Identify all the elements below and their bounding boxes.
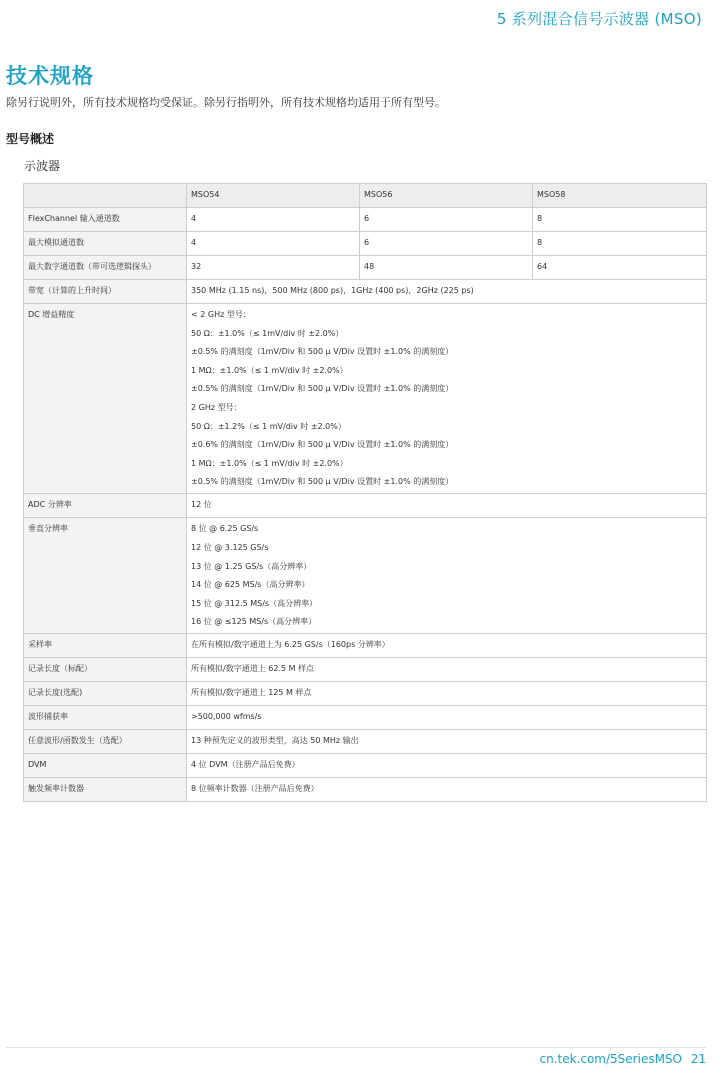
spec-line: 1 MΩ：±1.0%（≤ 1 mV/div 时 ±2.0%） — [191, 365, 348, 375]
spec-line: ±0.6% 的满刻度（1mV/Div 和 500 μ V/Div 设置时 ±1.0% 的满刻度） — [191, 440, 454, 450]
row-label: FlexChannel 输入通道数 — [24, 208, 187, 232]
table-cell: 4 — [187, 208, 360, 232]
table-header-cell — [24, 184, 187, 208]
spec-line: 50 Ω：±1.2%（≤ 1 mV/div 时 ±2.0%） — [191, 421, 346, 431]
table-row — [24, 208, 707, 232]
row-label: 垂直分辨率 — [24, 518, 187, 634]
intro-paragraph: 除另行说明外，所有技术规格均受保证。除另行指明外，所有技术规格均适用于所有型号。 — [6, 96, 446, 109]
table-cell: 13 种预先定义的波形类型，高达 50 MHz 输出 — [187, 730, 707, 754]
table-row — [24, 232, 707, 256]
spec-line: ±0.5% 的满刻度（1mV/Div 和 500 μ V/Div 设置时 ±1.0% 的满刻度） — [191, 384, 454, 394]
table-cell: 6 — [360, 208, 533, 232]
table-cell: 32 — [187, 256, 360, 280]
table-cell: 所有模拟/数字通道上 125 M 样点 — [187, 682, 707, 706]
table-cell: 12 位 — [187, 494, 707, 518]
table-cell: 8 — [533, 232, 707, 256]
page-number: 21 — [690, 1052, 706, 1066]
subsection-heading: 示波器 — [24, 159, 61, 173]
row-label: 最大数字通道数（带可选逻辑探头） — [24, 256, 187, 280]
page-title: 技术规格 — [6, 64, 94, 88]
table-row — [24, 778, 707, 802]
table-header-row — [24, 184, 707, 208]
row-label: ADC 分辨率 — [24, 494, 187, 518]
table-cell: 8 位频率计数器（注册产品后免费） — [187, 778, 707, 802]
table-row — [24, 634, 707, 658]
row-label: 最大模拟通道数 — [24, 232, 187, 256]
table-row — [24, 730, 707, 754]
table-row — [24, 706, 707, 730]
footer-divider — [6, 1047, 706, 1048]
table-row — [24, 682, 707, 706]
table-cell: 6 — [360, 232, 533, 256]
spec-line: ±0.5% 的满刻度（1mV/Div 和 500 μ V/Div 设置时 ±1.0% 的满刻度） — [191, 477, 454, 487]
section-heading: 型号概述 — [6, 132, 55, 146]
row-label: 记录长度（标配） — [24, 658, 187, 682]
table-row — [24, 304, 707, 494]
spec-line: 15 位 @ 312.5 MS/s（高分辨率） — [191, 598, 318, 608]
table-row — [24, 256, 707, 280]
spec-line: 2 GHz 型号： — [191, 402, 242, 412]
row-label: 任意波形/函数发生（选配） — [24, 730, 187, 754]
table-cell: 所有模拟/数字通道上 62.5 M 样点 — [187, 658, 707, 682]
spec-line: 50 Ω：±1.0%（≤ 1mV/div 时 ±2.0%） — [191, 328, 344, 338]
row-label: DC 增益精度 — [24, 304, 187, 494]
table-header-cell: MSO58 — [533, 184, 707, 208]
row-label: 触发频率计数器 — [24, 778, 187, 802]
table-cell: >500,000 wfms/s — [187, 706, 707, 730]
footer-url: cn.tek.com/5SeriesMSO — [539, 1052, 682, 1066]
table-row — [24, 518, 707, 634]
table-header-cell: MSO56 — [360, 184, 533, 208]
table-row — [24, 754, 707, 778]
row-label: 波形捕获率 — [24, 706, 187, 730]
spec-table — [23, 183, 707, 802]
table-cell: 在所有模拟/数字通道上为 6.25 GS/s（160ps 分辨率） — [187, 634, 707, 658]
spec-line: < 2 GHz 型号： — [191, 310, 251, 319]
spec-line: 16 位 @ ≤125 MS/s（高分辨率） — [191, 617, 317, 627]
table-row — [24, 280, 707, 304]
spec-line: 13 位 @ 1.25 GS/s（高分辨率） — [191, 561, 312, 571]
spec-line: 1 MΩ：±1.0%（≤ 1 mV/div 时 ±2.0%） — [191, 458, 348, 468]
row-label: 记录长度(选配) — [24, 682, 187, 706]
table-cell: 350 MHz (1.15 ns)，500 MHz (800 ps)，1GHz (400 ps)，2GHz (225 ps) — [187, 280, 707, 304]
table-cell: 8 — [533, 208, 707, 232]
table-cell: 4 — [187, 232, 360, 256]
table-header-cell: MSO54 — [187, 184, 360, 208]
table-cell-multiline — [187, 518, 707, 634]
spec-line: ±0.5% 的满刻度（1mV/Div 和 500 μ V/Div 设置时 ±1.0% 的满刻度） — [191, 347, 454, 357]
row-label: 采样率 — [24, 634, 187, 658]
table-cell: 64 — [533, 256, 707, 280]
table-cell: 48 — [360, 256, 533, 280]
document-series-title: 5 系列混合信号示波器 (MSO) — [496, 10, 702, 28]
spec-line: 12 位 @ 3.125 GS/s — [191, 542, 269, 552]
table-row — [24, 658, 707, 682]
spec-line: 14 位 @ 625 MS/s（高分辨率） — [191, 580, 310, 590]
table-cell-multiline — [187, 304, 707, 494]
table-cell: 4 位 DVM（注册产品后免费） — [187, 754, 707, 778]
table-row — [24, 494, 707, 518]
row-label: 带宽（计算的上升时间） — [24, 280, 187, 304]
row-label: DVM — [24, 754, 187, 778]
spec-line: 8 位 @ 6.25 GS/s — [191, 524, 259, 534]
